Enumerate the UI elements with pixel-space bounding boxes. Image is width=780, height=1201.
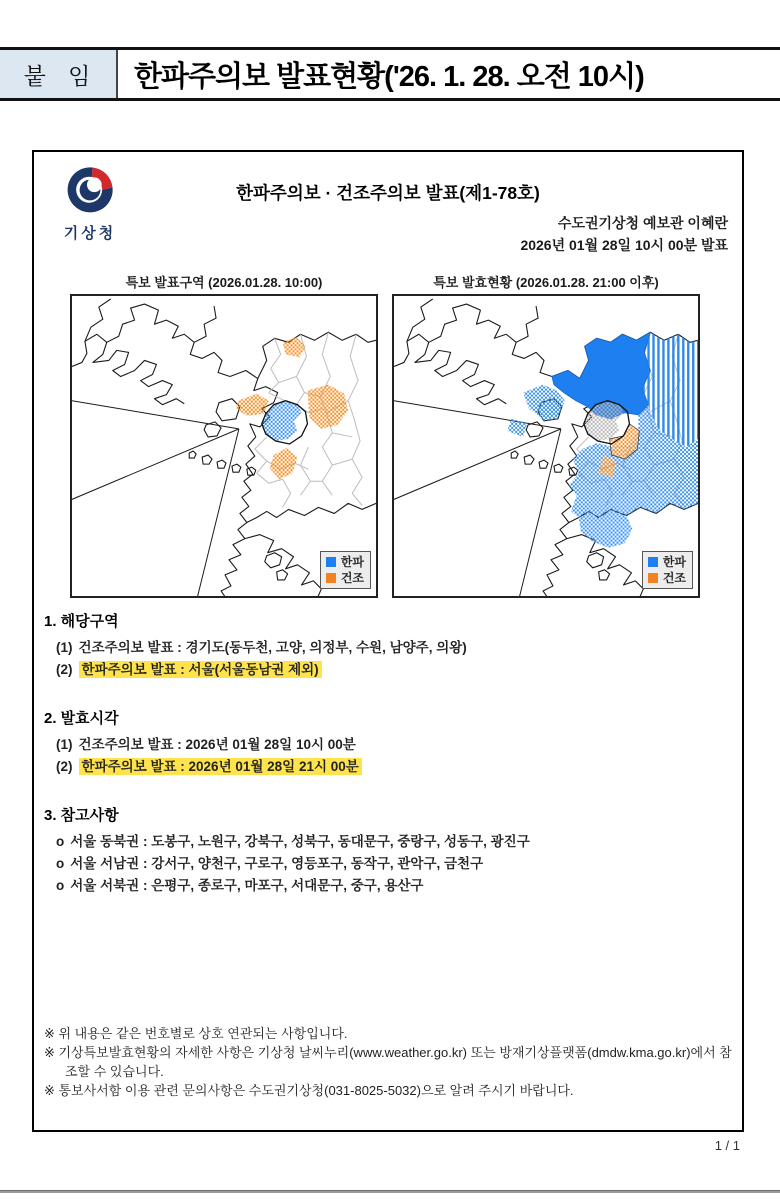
map-issued-areas [70,272,378,598]
footnote: ※ 위 내용은 같은 번호별로 상호 연관되는 사항입니다. [44,1026,348,1041]
right-map-frame [392,294,700,598]
section-heading: 2. 발효시각 [44,710,119,727]
dry-label: 건조 [662,571,686,585]
section-item: o 서울 동북권 : 도봉구, 노원구, 강북구, 성북구, 동대문구, 중랑구, 성동구, 광진구 [56,834,530,849]
left-map-frame [70,294,378,598]
highlighted-text: 한파주의보 발표 : 서울(서울동남권 제외) [79,661,322,678]
map-legend [320,551,371,589]
dry-label: 건조 [340,571,364,585]
coldwave-swatch [648,557,658,567]
section-item: (2) 한파주의보 발표 : 2026년 01월 28일 21시 00분 [44,756,732,778]
coldwave-label: 한파 [340,555,364,569]
dry-swatch [326,573,336,583]
map-effective-status [392,272,700,598]
footnote: ※ 기상특보발효현황의 자세한 사항은 기상청 날씨누리(www.weather.go.kr) 또는 방재기상플랫폼(dmdw.kma.go.kr)에서 참조할 수 있습니다. [44,1045,732,1079]
section-item: o 서울 서북권 : 은평구, 종로구, 마포구, 서대문구, 중구, 용산구 [56,878,424,893]
attachment-header [0,47,780,101]
section-item: (2) 한파주의보 발표 : 서울(서울동남권 제외) [44,659,732,681]
attachment-label: 붙 임 [0,50,118,98]
coldwave-swatch [326,557,336,567]
section-item: (1) 건조주의보 발표 : 2026년 01월 28일 10시 00분 [56,737,356,752]
footnote: ※ 통보사서함 이용 관련 문의사항은 수도권기상청(031-8025-5032)으로 알려 주시기 바랍니다. [44,1083,574,1098]
section-target-areas [44,610,732,681]
coldwave-label: 한파 [662,555,686,569]
dry-swatch [648,573,658,583]
body-sections [44,610,732,923]
highlighted-text: 한파주의보 발표 : 2026년 01월 28일 21시 00분 [79,758,362,775]
section-item: o 서울 서남권 : 강서구, 양천구, 구로구, 영등포구, 동작구, 관악구, 금천구 [56,856,484,871]
left-map-title: 특보 발표구역 (2026.01.28. 10:00) [125,275,323,290]
forecaster-line: 수도권기상청 예보관 이혜란 [557,215,728,231]
section-effective-times [44,707,732,778]
issued-datetime: 2026년 01월 28일 10시 00분 발표 [520,237,728,253]
section-item: (1) 건조주의보 발표 : 경기도(동두천, 고양, 의정부, 수원, 남양주, 의왕) [56,640,467,655]
section-heading: 3. 참고사항 [44,807,119,824]
map-legend [642,551,693,589]
advisory-document [32,150,744,1132]
footnotes [44,1024,736,1100]
right-map-title: 특보 발효현황 (2026.01.28. 21:00 이후) [433,275,659,290]
agency-name: 기상청 [63,225,117,242]
page-number: 1 / 1 [714,1138,740,1153]
page-title: 한파주의보 발표현황('26. 1. 28. 오전 10시) [134,60,644,93]
bottom-divider [0,1190,780,1193]
document-title: 한파주의보 · 건조주의보 발표(제1-78호) [236,183,540,203]
issue-info [520,212,728,256]
section-remarks [44,804,732,897]
section-heading: 1. 해당구역 [44,613,119,630]
